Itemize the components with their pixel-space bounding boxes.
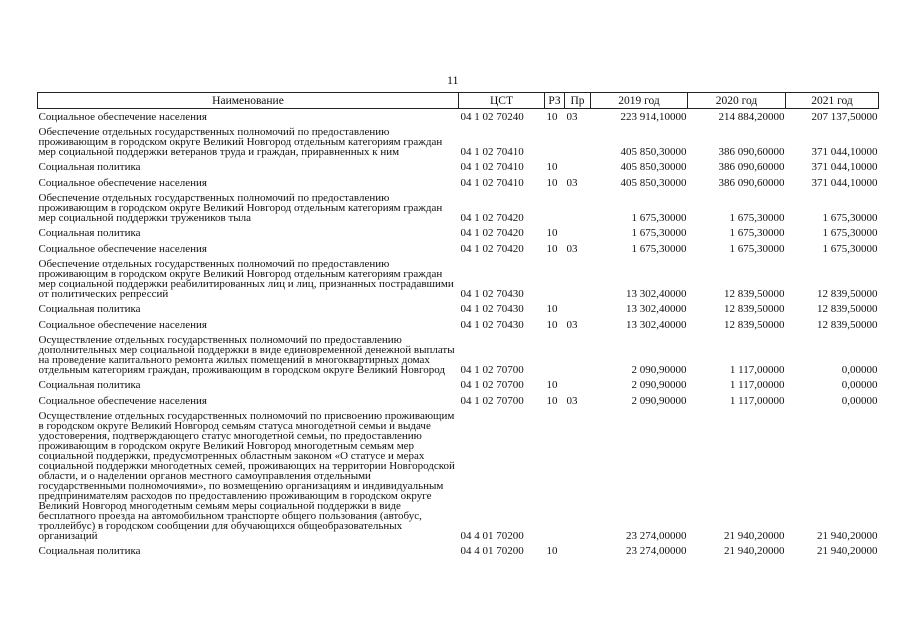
cell-rz [545,409,565,543]
cell-name: Социальное обеспечение населения [38,177,207,189]
cell-2019: 1 675,30000 [631,212,687,224]
table-row [38,393,879,409]
cell-name: Социальное обеспечение населения [38,319,207,331]
cell-pr [565,225,591,241]
cell-2021: 371 044,10000 [811,177,878,189]
header-name: Наименование [38,93,459,109]
cell-2021: 371 044,10000 [811,161,878,173]
table-row [38,109,879,126]
cell-pr [565,159,591,175]
cell-cst: 04 1 02 70700 [460,364,524,376]
cell-name: Социальная политика [38,303,141,315]
cell-rz: 10 [546,243,558,255]
cell-2019: 23 274,00000 [626,530,687,542]
cell-2021: 21 940,20000 [817,545,878,557]
table-row [38,333,879,377]
cell-2020: 21 940,20000 [724,545,785,557]
cell-cst: 04 1 02 70410 [460,146,524,158]
cell-2019: 405 850,30000 [620,177,687,189]
cell-name: Обеспечение отдельных государственных полномочий по предоставлению проживающим в городском округе Великий Новгород отдельным категориям граждан мер социальной поддержки реабилитированных лиц и лиц, признанных пострадавшими от политических репрессий [38,258,454,300]
cell-2020: 214 884,20000 [718,111,785,123]
cell-2019: 1 675,30000 [631,243,687,255]
cell-name: Обеспечение отдельных государственных полномочий по предоставлению проживающим в городском округе Великий Новгород отдельным категориям граждан мер социальной поддержки тружеников тыла [38,192,443,224]
cell-2021: 0,00000 [841,379,878,391]
header-pr: Пр [565,93,591,109]
table-row [38,543,879,559]
header-2019: 2019 год [591,93,688,109]
cell-2019: 405 850,30000 [620,161,687,173]
cell-rz [545,333,565,377]
cell-rz [545,125,565,159]
cell-2019: 2 090,90000 [631,364,687,376]
cell-pr [565,377,591,393]
cell-rz: 10 [546,545,558,557]
table-row [38,159,879,175]
header-2021: 2021 год [786,93,879,109]
table-row [38,191,879,225]
cell-rz: 10 [546,227,558,239]
table-row [38,301,879,317]
cell-name: Социальная политика [38,545,141,557]
cell-name: Осуществление отдельных государственных полномочий по присвоению проживающим в городском округе Великий Новгород семьям статуса многодетной семьи и выдаче удостоверения, подтверждающего статус многодетной семьи, по предоставлению проживающим в городском округе Великий Новгород многодетным семьям мер социальной поддержки, предусмотренных областным законом «О статусе и мерах социальной поддержки многодетных семей, проживающих на территории Новгородской области, и о наделении органов местного самоуправления отдельными государственными полномочиями», по возмещению организациям и индивидуальным предпринимателям расходов по предоставлению проживающим в городском округе Великий Новгород многодетным семьям меры социальной поддержки в виде бесплатного проезда на автомобильном транспорте общего пользования (автобус, троллейбус) в городском сообщении для обучающихся общеобразовательных организаций [38,410,455,542]
cell-2019: 13 302,40000 [626,319,687,331]
cell-name: Социальная политика [38,161,141,173]
cell-2021: 21 940,20000 [817,530,878,542]
cell-2020: 1 117,00000 [729,379,785,391]
cell-rz: 10 [546,303,558,315]
cell-name: Социальное обеспечение населения [38,395,207,407]
cell-pr [565,191,591,225]
cell-cst: 04 1 02 70420 [460,227,524,239]
cell-pr: 03 [566,177,578,189]
cell-pr [565,543,591,559]
cell-2020: 12 839,50000 [724,288,785,300]
cell-2019: 1 675,30000 [631,227,687,239]
cell-name: Социальная политика [38,379,141,391]
cell-2020: 386 090,60000 [718,146,785,158]
cell-2020: 386 090,60000 [718,161,785,173]
cell-pr [565,301,591,317]
cell-2020: 1 675,30000 [729,227,785,239]
cell-cst: 04 4 01 70200 [460,545,524,557]
cell-cst: 04 1 02 70430 [460,303,524,315]
cell-cst: 04 1 02 70430 [460,319,524,331]
cell-name: Осуществление отдельных государственных полномочий по предоставлению дополнительных мер социальной поддержки в виде единовременной денежной выплаты на проведение капитального ремонта жилых помещений в многоквартирных домах отдельным категориям граждан, проживающим в городском округе Великий Новгород [38,334,455,376]
table-row [38,257,879,301]
table-row [38,175,879,191]
cell-cst: 04 1 02 70410 [460,177,524,189]
cell-2020: 386 090,60000 [718,177,785,189]
cell-2020: 12 839,50000 [724,303,785,315]
cell-pr: 03 [566,319,578,331]
cell-2021: 12 839,50000 [817,303,878,315]
cell-2021: 0,00000 [841,364,878,376]
cell-rz: 10 [546,319,558,331]
table-row [38,241,879,257]
cell-2019: 405 850,30000 [620,146,687,158]
cell-name: Социальная политика [38,227,141,239]
cell-2021: 207 137,50000 [811,111,878,123]
cell-pr [565,125,591,159]
cell-pr [565,257,591,301]
cell-2020: 21 940,20000 [724,530,785,542]
table-row [38,377,879,393]
cell-name: Социальное обеспечение населения [38,243,207,255]
cell-pr: 03 [566,395,578,407]
cell-2019: 13 302,40000 [626,288,687,300]
cell-name: Социальное обеспечение населения [38,111,207,123]
cell-rz: 10 [546,111,558,123]
table-row [38,225,879,241]
cell-2021: 12 839,50000 [817,319,878,331]
header-cst: ЦСТ [459,93,545,109]
cell-pr: 03 [566,111,578,123]
table-header-row [38,93,879,109]
cell-pr [565,409,591,543]
cell-rz: 10 [546,161,558,173]
cell-2021: 12 839,50000 [817,288,878,300]
cell-2020: 1 675,30000 [729,212,785,224]
cell-rz: 10 [546,177,558,189]
table-row [38,317,879,333]
cell-name: Обеспечение отдельных государственных полномочий по предоставлению проживающим в городском округе Великий Новгород отдельным категориям граждан мер социальной поддержки ветеранов труда и граждан, приравненных к ним [38,126,443,158]
budget-table [37,92,879,559]
cell-2021: 1 675,30000 [822,227,878,239]
table-body [38,109,879,560]
cell-cst: 04 4 01 70200 [460,530,524,542]
cell-2021: 371 044,10000 [811,146,878,158]
cell-pr: 03 [566,243,578,255]
cell-cst: 04 1 02 70700 [460,379,524,391]
cell-2020: 12 839,50000 [724,319,785,331]
cell-pr [565,333,591,377]
header-rz: РЗ [545,93,565,109]
cell-rz [545,191,565,225]
table-row [38,409,879,543]
cell-rz: 10 [546,379,558,391]
page-number: 11 [447,73,459,87]
cell-2021: 0,00000 [841,395,878,407]
cell-2019: 13 302,40000 [626,303,687,315]
cell-2020: 1 117,00000 [729,395,785,407]
table-row [38,125,879,159]
header-2020: 2020 год [688,93,786,109]
cell-2020: 1 117,00000 [729,364,785,376]
cell-cst: 04 1 02 70700 [460,395,524,407]
cell-2019: 2 090,90000 [631,395,687,407]
cell-2019: 2 090,90000 [631,379,687,391]
cell-cst: 04 1 02 70420 [460,212,524,224]
cell-rz [545,257,565,301]
cell-cst: 04 1 02 70420 [460,243,524,255]
cell-cst: 04 1 02 70410 [460,161,524,173]
cell-cst: 04 1 02 70240 [460,111,524,123]
cell-2019: 223 914,10000 [620,111,687,123]
cell-2021: 1 675,30000 [822,212,878,224]
cell-2021: 1 675,30000 [822,243,878,255]
cell-2019: 23 274,00000 [626,545,687,557]
cell-rz: 10 [546,395,558,407]
cell-2020: 1 675,30000 [729,243,785,255]
cell-cst: 04 1 02 70430 [460,288,524,300]
